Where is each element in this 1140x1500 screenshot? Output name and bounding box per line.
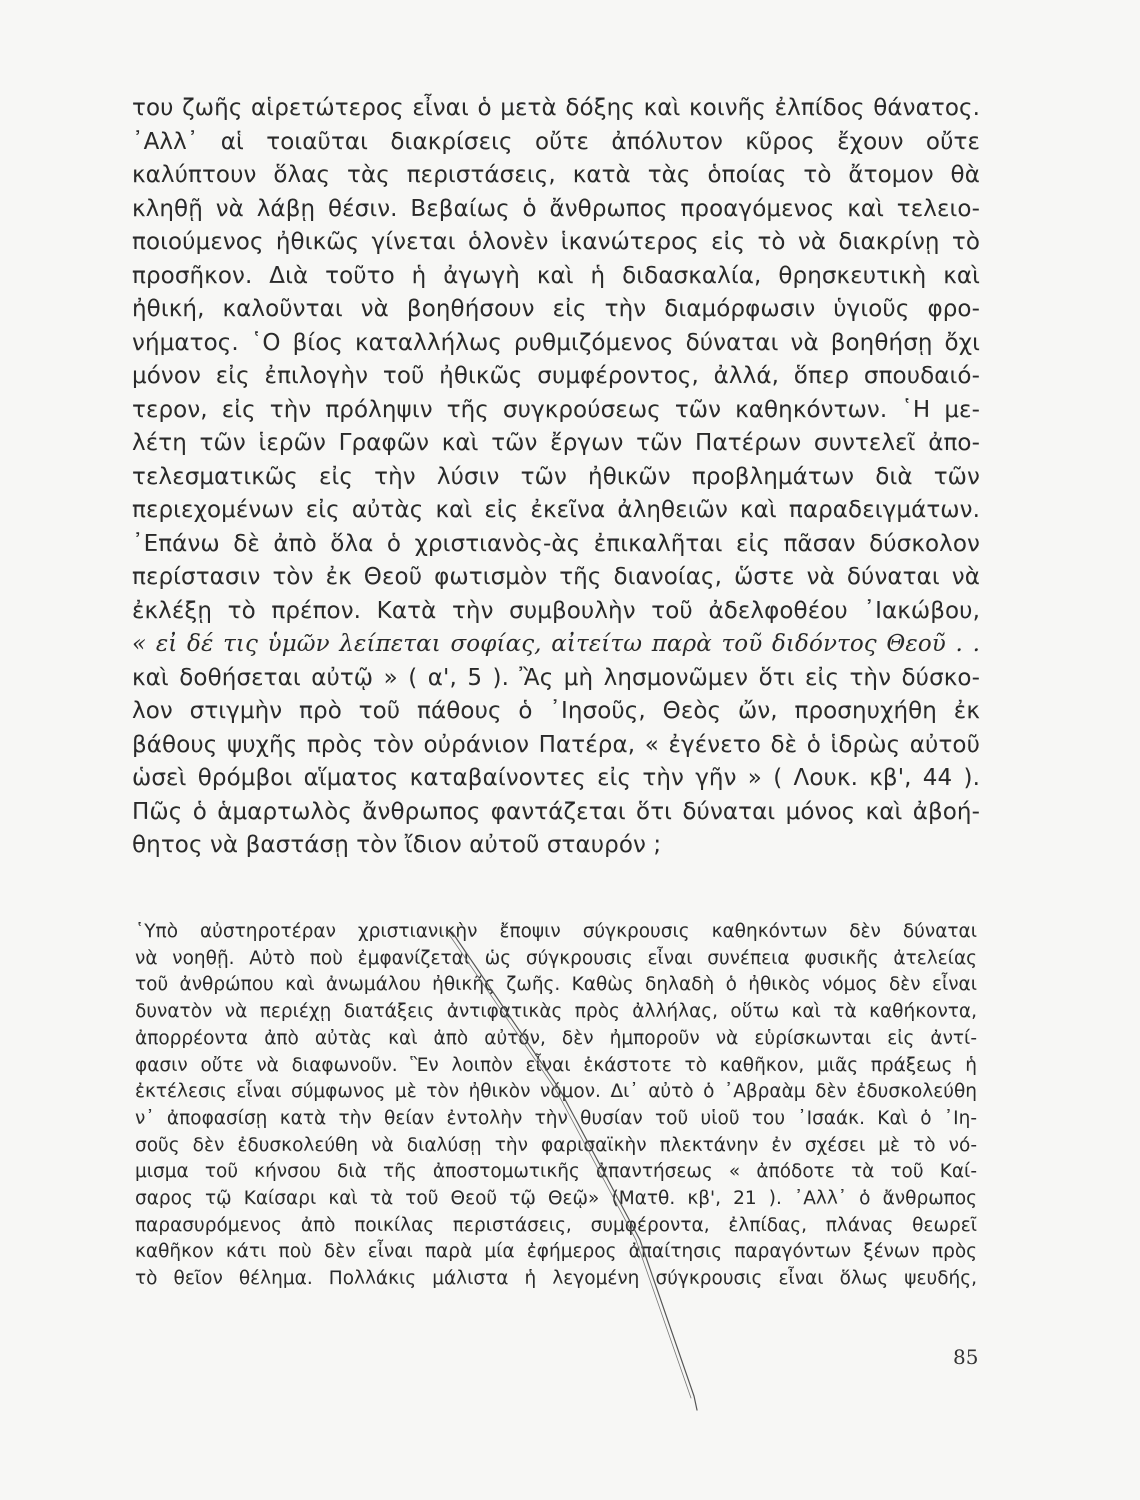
text-line: βάθους ψυχῆς πρὸς τὸν οὐράνιον Πατέρα, « ἐγένετο δὲ ὁ ἱδρὼς αὐτοῦ: [132, 731, 980, 758]
text-line: νήματος. ῾Ο βίος καταλλήλως ρυθμιζόμενος δύναται νὰ βοηθήσῃ ὄχι: [132, 329, 980, 356]
text-line: του ζωῆς αἱρετώτερος εἶναι ὁ μετὰ δόξης καὶ κοινῆς ἐλπίδος θάνατος.: [132, 95, 980, 121]
text-line: ὡσεὶ θρόμβοι αἵματος καταβαίνοντες εἰς τὴν γῆν » ( Λουκ. κβ', 44 ).: [132, 765, 980, 791]
page-number: 85: [953, 1345, 979, 1369]
text-line: καὶ δοθήσεται αὐτῷ » ( α', 5 ). Ἂς μὴ λησμονῶμεν ὅτι εἰς τὴν δύσκο-: [132, 664, 980, 691]
footnote-line: ῾Υπὸ αὐστηροτέραν χριστιανικὴν ἔποψιν σύγκρουσις καθηκόντων δὲν δύναται: [135, 921, 977, 942]
footnote-line: φασιν οὔτε νὰ διαφωνοῦν. Ἓν λοιπὸν εἶναι ἑκάστοτε τὸ καθῆκον, μιᾶς πράξεως ἡ: [135, 1054, 977, 1076]
quotation-line: « εἰ δέ τις ὑμῶν λείπεται σοφίας, αἰτείτω παρὰ τοῦ διδόντος Θεοῦ . .: [132, 631, 980, 657]
text-line: τερον, εἰς τὴν πρόληψιν τῆς συγκρούσεως τῶν καθηκόντων. ῾Η με-: [132, 396, 980, 423]
text-line: Πῶς ὁ ἁμαρτωλὸς ἄνθρωπος φαντάζεται ὅτι δύναται μόνος καὶ ἀβοή-: [132, 798, 980, 825]
text-line: ᾿Επάνω δὲ ἀπὸ ὅλα ὁ χριστιανὸς-ὰς ἐπικαλῆται εἰς πᾶσαν δύσκολον: [132, 530, 980, 557]
text-line: θητος νὰ βαστάσῃ τὸν ἴδιον αὐτοῦ σταυρόν ;: [132, 832, 662, 858]
footnote-line: νὰ νοηθῇ. Αὐτὸ ποὺ ἐμφανίζεται ὡς σύγκρουσις εἶναι συνέπεια φυσικῆς ἀτελείας: [135, 947, 977, 969]
text-line: ἐκλέξῃ τὸ πρέπον. Κατὰ τὴν συμβουλὴν τοῦ ἀδελφοθέου ᾿Ιακώβου,: [132, 597, 980, 624]
text-line: περίστασιν τὸν ἐκ Θεοῦ φωτισμὸν τῆς διανοίας, ὥστε νὰ δύναται νὰ: [132, 564, 980, 590]
footnote-line: μισμα τοῦ κήνσου διὰ τῆς ἀποστομωτικῆς ἀπαντήσεως « ἀπόδοτε τὰ τοῦ Καί-: [135, 1161, 977, 1183]
footnote-line: δυνατὸν νὰ περιέχῃ διατάξεις ἀντιφατικὰς πρὸς ἀλλήλας, οὕτω καὶ τὰ καθήκοντα,: [135, 1001, 977, 1023]
text-line: ποιούμενος ἠθικῶς γίνεται ὁλονὲν ἱκανώτερος εἰς τὸ νὰ διακρίνῃ τὸ: [132, 229, 980, 255]
footnote-line: καθῆκον κάτι ποὺ δὲν εἶναι παρὰ μία ἐφήμερος ἀπαίτησις παραγόντων ξένων πρὸς: [135, 1241, 977, 1263]
text-line: ᾿Αλλ᾿ αἱ τοιαῦται διακρίσεις οὔτε ἀπόλυτον κῦρος ἔχουν οὔτε: [132, 128, 980, 155]
footnote-line: σοῦς δὲν ἐδυσκολεύθη νὰ διαλύσῃ τὴν φαρισαϊκὴν πλεκτάνην ἐν σχέσει μὲ τὸ νό-: [135, 1134, 977, 1156]
text-line: λέτη τῶν ἱερῶν Γραφῶν καὶ τῶν ἔργων τῶν Πατέρων συντελεῖ ἀπο-: [132, 430, 980, 456]
footnote-line: ἐκτέλεσις εἶναι σύμφωνος μὲ τὸν ἠθικὸν νόμον. Δι᾿ αὐτὸ ὁ ᾿Αβραὰμ δὲν ἐδυσκολεύθη: [135, 1081, 977, 1103]
footnote-line: ἀπορρέοντα ἀπὸ αὐτὰς καὶ ἀπὸ αὐτόν, δὲν ἠμποροῦν νὰ εὑρίσκωνται εἰς ἀντί-: [135, 1027, 977, 1049]
text-line: καλύπτουν ὅλας τὰς περιστάσεις, κατὰ τὰς ὁποίας τὸ ἄτομον θὰ: [132, 162, 980, 188]
text-line: περιεχομένων εἰς αὐτὰς καὶ εἰς ἐκεῖνα ἀληθειῶν καὶ παραδειγμάτων.: [132, 497, 980, 523]
text-line: μόνον εἰς ἐπιλογὴν τοῦ ἠθικῶς συμφέροντος, ἀλλά, ὅπερ σπουδαιό-: [132, 363, 980, 389]
footnote-line: σαρος τῷ Καίσαρι καὶ τὰ τοῦ Θεοῦ τῷ Θεῷ» (Ματθ. κβ', 21 ). ᾿Αλλ᾿ ὁ ἄνθρωπος: [135, 1188, 977, 1210]
footnote-line: παρασυρόμενος ἀπὸ ποικίλας περιστάσεις, συμφέροντα, ἐλπίδας, πλάνας θεωρεῖ: [135, 1214, 977, 1236]
text-line: ἠθική, καλοῦνται νὰ βοηθήσουν εἰς τὴν διαμόρφωσιν ὑγιοῦς φρο-: [132, 296, 980, 322]
text-line: προσῆκον. Διὰ τοῦτο ἡ ἀγωγὴ καὶ ἡ διδασκαλία, θρησκευτικὴ καὶ: [132, 262, 980, 289]
footnote-line: ν᾿ ἀποφασίσῃ κατὰ τὴν θείαν ἐντολὴν τὴν θυσίαν τοῦ υἱοῦ του ᾿Ισαάκ. Καὶ ὁ ᾿Ιη-: [135, 1107, 977, 1129]
footnote-line: τὸ θεῖον θέλημα. Πολλάκις μάλιστα ἡ λεγομένη σύγκρουσις εἶναι ὅλως ψευδής,: [135, 1268, 977, 1290]
text-line: λον στιγμὴν πρὸ τοῦ πάθους ὁ ᾿Ιησοῦς, Θεὸς ὤν, προσηυχήθη ἐκ: [132, 698, 980, 724]
text-line: κληθῇ νὰ λάβῃ θέσιν. Βεβαίως ὁ ἄνθρωπος προαγόμενος καὶ τελειο-: [132, 195, 980, 222]
text-line: τελεσματικῶς εἰς τὴν λύσιν τῶν ἠθικῶν προβλημάτων διὰ τῶν: [132, 463, 980, 490]
footnote-line: τοῦ ἀνθρώπου καὶ ἀνωμάλου ἠθικῆς ζωῆς. Καθὼς δηλαδὴ ὁ ἠθικὸς νόμος δὲν εἶναι: [135, 974, 977, 996]
